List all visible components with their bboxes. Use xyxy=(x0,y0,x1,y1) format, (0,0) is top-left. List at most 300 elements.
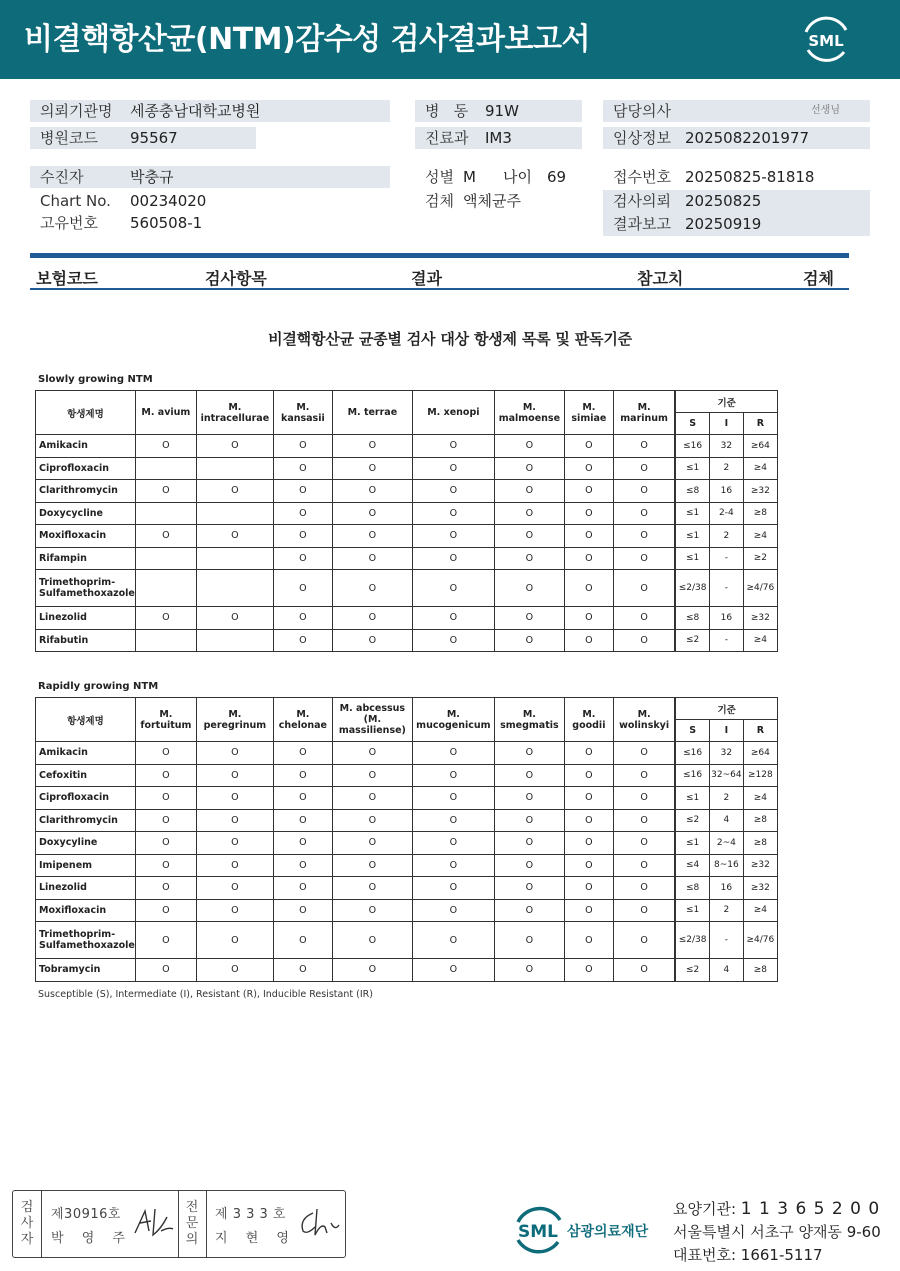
applicability-mark: O xyxy=(273,607,332,630)
applicability-mark: O xyxy=(196,959,273,982)
applicability-mark: O xyxy=(494,607,564,630)
applicability-mark: O xyxy=(564,435,613,458)
applicability-mark: O xyxy=(273,502,332,525)
applicability-mark: O xyxy=(135,525,196,548)
applicability-mark: O xyxy=(564,764,613,787)
applicability-mark: O xyxy=(332,742,412,765)
criteria-i: 2 xyxy=(709,899,743,922)
drug-name: Clarithromycin xyxy=(36,809,136,832)
applicability-mark xyxy=(135,570,196,607)
criteria-s: ≤8 xyxy=(675,877,709,900)
applicability-mark: O xyxy=(494,832,564,855)
footer-phone-line xyxy=(673,1244,823,1265)
criteria-s: ≤2/38 xyxy=(675,570,709,607)
criteria-i: 2 xyxy=(709,787,743,810)
applicability-mark: O xyxy=(564,877,613,900)
drug-name: Ciprofloxacin xyxy=(36,457,136,480)
species-header: M. simiae xyxy=(564,391,613,435)
applicability-mark: O xyxy=(412,480,494,503)
applicability-mark: O xyxy=(613,787,675,810)
unique-value: 560508-1 xyxy=(130,214,203,232)
applicability-mark xyxy=(196,547,273,570)
criteria-s: ≤16 xyxy=(675,742,709,765)
applicability-mark: O xyxy=(613,832,675,855)
drug-name: Moxifloxacin xyxy=(36,525,136,548)
applicability-mark: O xyxy=(135,742,196,765)
applicability-mark: O xyxy=(564,457,613,480)
applicability-mark: O xyxy=(135,480,196,503)
applicability-mark: O xyxy=(494,742,564,765)
applicability-mark: O xyxy=(494,502,564,525)
criteria-i: - xyxy=(709,547,743,570)
applicability-mark: O xyxy=(196,922,273,959)
table-row xyxy=(36,922,778,959)
applicability-mark: O xyxy=(273,877,332,900)
receipt-field xyxy=(603,166,870,188)
applicability-mark: O xyxy=(196,854,273,877)
applicability-mark: O xyxy=(332,525,412,548)
applicability-mark: O xyxy=(332,457,412,480)
table-row xyxy=(36,480,778,503)
table-header-row xyxy=(36,698,778,720)
applicability-mark: O xyxy=(494,809,564,832)
applicability-mark: O xyxy=(412,525,494,548)
applicability-mark: O xyxy=(412,959,494,982)
applicability-mark: O xyxy=(332,854,412,877)
footer-code: 1 1 3 6 5 2 0 0 xyxy=(740,1199,881,1219)
applicability-mark: O xyxy=(613,525,675,548)
applicability-mark: O xyxy=(613,502,675,525)
applicability-mark: O xyxy=(135,764,196,787)
applicability-mark: O xyxy=(564,502,613,525)
table-row xyxy=(36,742,778,765)
applicability-mark: O xyxy=(273,899,332,922)
table-row xyxy=(36,809,778,832)
col-insurance: 보험코드 xyxy=(36,269,98,288)
applicability-mark: O xyxy=(412,809,494,832)
ward-field xyxy=(415,100,582,122)
specimen-label: 검체 xyxy=(425,192,454,210)
criteria-r: ≥32 xyxy=(743,877,777,900)
drug-name: Moxifloxacin xyxy=(36,899,136,922)
ward-label: 병 동 xyxy=(425,102,469,120)
applicability-mark: O xyxy=(613,457,675,480)
applicability-mark: O xyxy=(412,435,494,458)
applicability-mark: O xyxy=(273,832,332,855)
species-header: M. peregrinum xyxy=(196,698,273,742)
applicability-mark: O xyxy=(332,899,412,922)
applicability-mark: O xyxy=(332,959,412,982)
age-value: 69 xyxy=(547,168,567,186)
applicability-mark: O xyxy=(273,854,332,877)
applicability-mark: O xyxy=(613,742,675,765)
table-row xyxy=(36,435,778,458)
applicability-mark: O xyxy=(564,854,613,877)
applicability-mark: O xyxy=(494,854,564,877)
criteria-s: ≤8 xyxy=(675,607,709,630)
slow-ntm-table xyxy=(35,390,778,652)
criteria-s: ≤4 xyxy=(675,854,709,877)
drug-name: Rifabutin xyxy=(36,629,136,652)
specialist-label-text: 전 문 의 xyxy=(185,1200,199,1247)
applicability-mark: O xyxy=(273,809,332,832)
applicability-mark xyxy=(196,457,273,480)
unique-label: 고유번호 xyxy=(40,214,98,232)
footer-phone-label: 대표번호: xyxy=(673,1246,737,1264)
criteria-i: - xyxy=(709,570,743,607)
col-reference: 참고치 xyxy=(637,269,684,288)
applicability-mark: O xyxy=(332,832,412,855)
applicability-mark xyxy=(196,570,273,607)
applicability-mark xyxy=(135,457,196,480)
criteria-i: 2~4 xyxy=(709,832,743,855)
drug-name: Doxycycline xyxy=(36,502,136,525)
applicability-mark: O xyxy=(332,877,412,900)
applicability-mark: O xyxy=(273,480,332,503)
hospital-code-field xyxy=(30,127,256,149)
criteria-i: 16 xyxy=(709,480,743,503)
footer-address: 서울특별시 서초구 양재동 9-60 xyxy=(673,1223,881,1241)
specimen-field xyxy=(415,190,595,212)
criteria-r: ≥4/76 xyxy=(743,922,777,959)
table-row xyxy=(36,877,778,900)
applicability-mark: O xyxy=(273,959,332,982)
patient-label: 수진자 xyxy=(40,168,84,186)
table-row xyxy=(36,899,778,922)
drug-name: Clarithromycin xyxy=(36,480,136,503)
criteria-i: 16 xyxy=(709,877,743,900)
applicability-mark: O xyxy=(135,809,196,832)
criteria-r: ≥8 xyxy=(743,832,777,855)
applicability-mark: O xyxy=(564,607,613,630)
sex-age-field xyxy=(415,166,595,188)
applicability-mark: O xyxy=(273,570,332,607)
criteria-r: ≥2 xyxy=(743,547,777,570)
applicability-mark xyxy=(135,629,196,652)
applicability-mark: O xyxy=(135,607,196,630)
doctor-suffix: 선생님 xyxy=(811,105,840,116)
age-label: 나이 xyxy=(503,168,532,186)
applicability-mark: O xyxy=(196,809,273,832)
applicability-mark: O xyxy=(135,877,196,900)
table-row xyxy=(36,764,778,787)
applicability-mark: O xyxy=(564,899,613,922)
ward-value: 91W xyxy=(485,102,519,120)
criteria-s: ≤2 xyxy=(675,629,709,652)
criteria-r: ≥64 xyxy=(743,435,777,458)
sml-logo-text: SML xyxy=(808,32,844,50)
applicability-mark: O xyxy=(564,570,613,607)
criteria-r: ≥8 xyxy=(743,959,777,982)
applicability-mark: O xyxy=(564,959,613,982)
criteria-i: 32 xyxy=(709,435,743,458)
criteria-i: 32~64 xyxy=(709,764,743,787)
drug-name: Linezolid xyxy=(36,877,136,900)
species-header: M. malmoense xyxy=(494,391,564,435)
institution-label: 의뢰기관명 xyxy=(40,102,113,120)
applicability-mark: O xyxy=(412,832,494,855)
applicability-mark: O xyxy=(196,899,273,922)
table-row xyxy=(36,959,778,982)
criteria-s: ≤1 xyxy=(675,832,709,855)
applicability-mark: O xyxy=(332,502,412,525)
species-header: M. xenopi xyxy=(412,391,494,435)
applicability-mark: O xyxy=(494,899,564,922)
drug-name: Doxycyline xyxy=(36,832,136,855)
criteria-i: 2-4 xyxy=(709,502,743,525)
sml-footer-logo-text: SML xyxy=(518,1222,558,1242)
drug-name: Ciprofloxacin xyxy=(36,787,136,810)
applicability-mark: O xyxy=(494,457,564,480)
species-header: M. marinum xyxy=(613,391,675,435)
criteria-i: 4 xyxy=(709,959,743,982)
drug-name: Trimethoprim- Sulfamethoxazole xyxy=(36,570,136,607)
footer-code-label: 요양기관: xyxy=(673,1200,737,1218)
table-row xyxy=(36,607,778,630)
criteria-s: ≤2/38 xyxy=(675,922,709,959)
col-result: 결과 xyxy=(411,269,442,288)
report-label: 결과보고 xyxy=(613,215,671,233)
species-header: M. mucogenicum xyxy=(412,698,494,742)
criteria-s: ≤1 xyxy=(675,525,709,548)
col-specimen: 검체 xyxy=(803,269,834,288)
hospital-code-label: 병원코드 xyxy=(40,129,98,147)
dept-field xyxy=(415,127,582,149)
criteria-i: 8~16 xyxy=(709,854,743,877)
criteria-r: ≥4 xyxy=(743,899,777,922)
examiner-label-text: 검 사 자 xyxy=(20,1200,34,1247)
institution-value: 세종충남대학교병원 xyxy=(130,102,261,120)
applicability-mark: O xyxy=(412,457,494,480)
request-label: 검사의뢰 xyxy=(613,192,671,210)
clinical-value: 2025082201977 xyxy=(685,129,810,147)
applicability-mark: O xyxy=(196,877,273,900)
applicability-mark: O xyxy=(494,787,564,810)
drug-header: 항생제명 xyxy=(36,391,136,435)
applicability-mark: O xyxy=(135,854,196,877)
applicability-mark: O xyxy=(135,832,196,855)
signature-divider xyxy=(41,1191,42,1257)
sir-header: I xyxy=(709,720,743,742)
table-row xyxy=(36,787,778,810)
receipt-value: 20250825-81818 xyxy=(685,168,815,186)
applicability-mark: O xyxy=(273,922,332,959)
applicability-mark: O xyxy=(412,877,494,900)
sir-header: R xyxy=(743,720,777,742)
dept-value: IM3 xyxy=(485,129,512,147)
applicability-mark: O xyxy=(564,922,613,959)
applicability-mark: O xyxy=(412,787,494,810)
chart-field xyxy=(30,190,390,212)
applicability-mark: O xyxy=(135,922,196,959)
applicability-mark: O xyxy=(613,854,675,877)
applicability-mark: O xyxy=(196,435,273,458)
applicability-mark: O xyxy=(412,899,494,922)
criteria-r: ≥4 xyxy=(743,525,777,548)
criteria-r: ≥128 xyxy=(743,764,777,787)
footer-phone: 1661-5117 xyxy=(740,1246,823,1264)
footer-brand: 삼광의료재단 xyxy=(567,1224,649,1240)
doctor-label: 담당의사 xyxy=(613,102,671,120)
examiner-label xyxy=(14,1191,40,1257)
applicability-mark: O xyxy=(613,435,675,458)
applicability-mark: O xyxy=(613,547,675,570)
sir-header: R xyxy=(743,413,777,435)
table-row xyxy=(36,832,778,855)
criteria-s: ≤16 xyxy=(675,764,709,787)
criteria-header: 기준 xyxy=(675,391,777,413)
table-header-row xyxy=(36,391,778,413)
applicability-mark: O xyxy=(494,959,564,982)
applicability-mark: O xyxy=(196,607,273,630)
header-rule-top xyxy=(30,253,849,258)
applicability-mark: O xyxy=(412,629,494,652)
criteria-r: ≥4 xyxy=(743,457,777,480)
sir-header: I xyxy=(709,413,743,435)
criteria-r: ≥8 xyxy=(743,809,777,832)
applicability-mark: O xyxy=(332,809,412,832)
criteria-s: ≤2 xyxy=(675,959,709,982)
applicability-mark: O xyxy=(564,787,613,810)
footnote: Susceptible (S), Intermediate (I), Resistant (R), Inducible Resistant (IR) xyxy=(38,989,373,1000)
applicability-mark: O xyxy=(613,570,675,607)
specialist-label xyxy=(179,1191,205,1257)
table-row xyxy=(36,570,778,607)
doctor-field xyxy=(603,100,870,122)
species-header: M. fortuitum xyxy=(135,698,196,742)
drug-header: 항생제명 xyxy=(36,698,136,742)
specialist-name: 지 현 영 xyxy=(215,1231,296,1246)
applicability-mark: O xyxy=(494,570,564,607)
criteria-s: ≤2 xyxy=(675,809,709,832)
species-header: M. smegmatis xyxy=(494,698,564,742)
criteria-i: 2 xyxy=(709,457,743,480)
applicability-mark: O xyxy=(412,922,494,959)
signature-box xyxy=(12,1190,346,1258)
applicability-mark: O xyxy=(613,877,675,900)
table-row xyxy=(36,854,778,877)
applicability-mark: O xyxy=(564,547,613,570)
sir-header: S xyxy=(675,720,709,742)
criteria-i: - xyxy=(709,922,743,959)
signature-divider xyxy=(206,1191,207,1257)
hospital-code-value: 95567 xyxy=(130,129,178,147)
applicability-mark: O xyxy=(412,502,494,525)
species-header: M. abcessus (M. massiliense) xyxy=(332,698,412,742)
criteria-s: ≤1 xyxy=(675,547,709,570)
applicability-mark: O xyxy=(196,480,273,503)
col-test: 검사항목 xyxy=(205,269,267,288)
examiner-signature-icon xyxy=(131,1205,177,1241)
applicability-mark: O xyxy=(613,629,675,652)
examiner-name: 박 영 주 xyxy=(51,1231,132,1246)
applicability-mark: O xyxy=(564,742,613,765)
applicability-mark: O xyxy=(564,809,613,832)
applicability-mark: O xyxy=(332,480,412,503)
applicability-mark: O xyxy=(494,764,564,787)
applicability-mark: O xyxy=(412,742,494,765)
criteria-s: ≤1 xyxy=(675,457,709,480)
applicability-mark xyxy=(135,502,196,525)
applicability-mark: O xyxy=(332,547,412,570)
drug-name: Amikacin xyxy=(36,435,136,458)
applicability-mark: O xyxy=(332,922,412,959)
rapid-section-label: Rapidly growing NTM xyxy=(38,681,159,692)
criteria-r: ≥4/76 xyxy=(743,570,777,607)
applicability-mark: O xyxy=(273,547,332,570)
examiner-license: 제30916호 xyxy=(51,1207,121,1222)
applicability-mark: O xyxy=(196,787,273,810)
applicability-mark: O xyxy=(196,832,273,855)
patient-value: 박충규 xyxy=(130,168,174,186)
request-value: 20250825 xyxy=(685,192,762,210)
table-row xyxy=(36,547,778,570)
institution-field xyxy=(30,100,390,122)
applicability-mark: O xyxy=(564,832,613,855)
drug-name: Tobramycin xyxy=(36,959,136,982)
applicability-mark: O xyxy=(332,764,412,787)
criteria-r: ≥64 xyxy=(743,742,777,765)
applicability-mark: O xyxy=(613,607,675,630)
applicability-mark: O xyxy=(412,570,494,607)
applicability-mark: O xyxy=(613,764,675,787)
report-value: 20250919 xyxy=(685,215,762,233)
species-header: M. terrae xyxy=(332,391,412,435)
specialist-signature-icon xyxy=(295,1205,341,1241)
criteria-i: 2 xyxy=(709,525,743,548)
applicability-mark: O xyxy=(494,547,564,570)
chart-value: 00234020 xyxy=(130,192,207,210)
applicability-mark xyxy=(196,629,273,652)
applicability-mark: O xyxy=(494,525,564,548)
criteria-r: ≥4 xyxy=(743,787,777,810)
request-report-field xyxy=(603,190,870,236)
applicability-mark: O xyxy=(494,922,564,959)
applicability-mark: O xyxy=(412,607,494,630)
applicability-mark: O xyxy=(273,457,332,480)
applicability-mark: O xyxy=(613,480,675,503)
criteria-i: 4 xyxy=(709,809,743,832)
specimen-value: 액체균주 xyxy=(463,192,521,210)
applicability-mark: O xyxy=(273,435,332,458)
drug-name: Rifampin xyxy=(36,547,136,570)
species-header: M. intracellurae xyxy=(196,391,273,435)
applicability-mark xyxy=(135,547,196,570)
applicability-mark: O xyxy=(613,922,675,959)
sml-footer-logo-icon xyxy=(510,1202,566,1258)
applicability-mark: O xyxy=(494,629,564,652)
report-title: 비결핵항산균(NTM)감수성 검사결과보고서 xyxy=(24,22,590,57)
species-header: M. wolinskyi xyxy=(613,698,675,742)
table-row xyxy=(36,629,778,652)
species-header: M. chelonae xyxy=(273,698,332,742)
criteria-s: ≤1 xyxy=(675,787,709,810)
applicability-mark: O xyxy=(332,570,412,607)
sex-label: 성별 xyxy=(425,168,454,186)
applicability-mark: O xyxy=(564,480,613,503)
applicability-mark: O xyxy=(273,764,332,787)
patient-field xyxy=(30,166,390,188)
applicability-mark: O xyxy=(412,854,494,877)
rapid-ntm-table xyxy=(35,697,778,982)
header-rule-bottom xyxy=(30,288,849,290)
unique-field xyxy=(30,212,390,234)
applicability-mark: O xyxy=(273,525,332,548)
applicability-mark: O xyxy=(135,435,196,458)
criteria-r: ≥4 xyxy=(743,629,777,652)
applicability-mark: O xyxy=(412,764,494,787)
applicability-mark: O xyxy=(494,480,564,503)
